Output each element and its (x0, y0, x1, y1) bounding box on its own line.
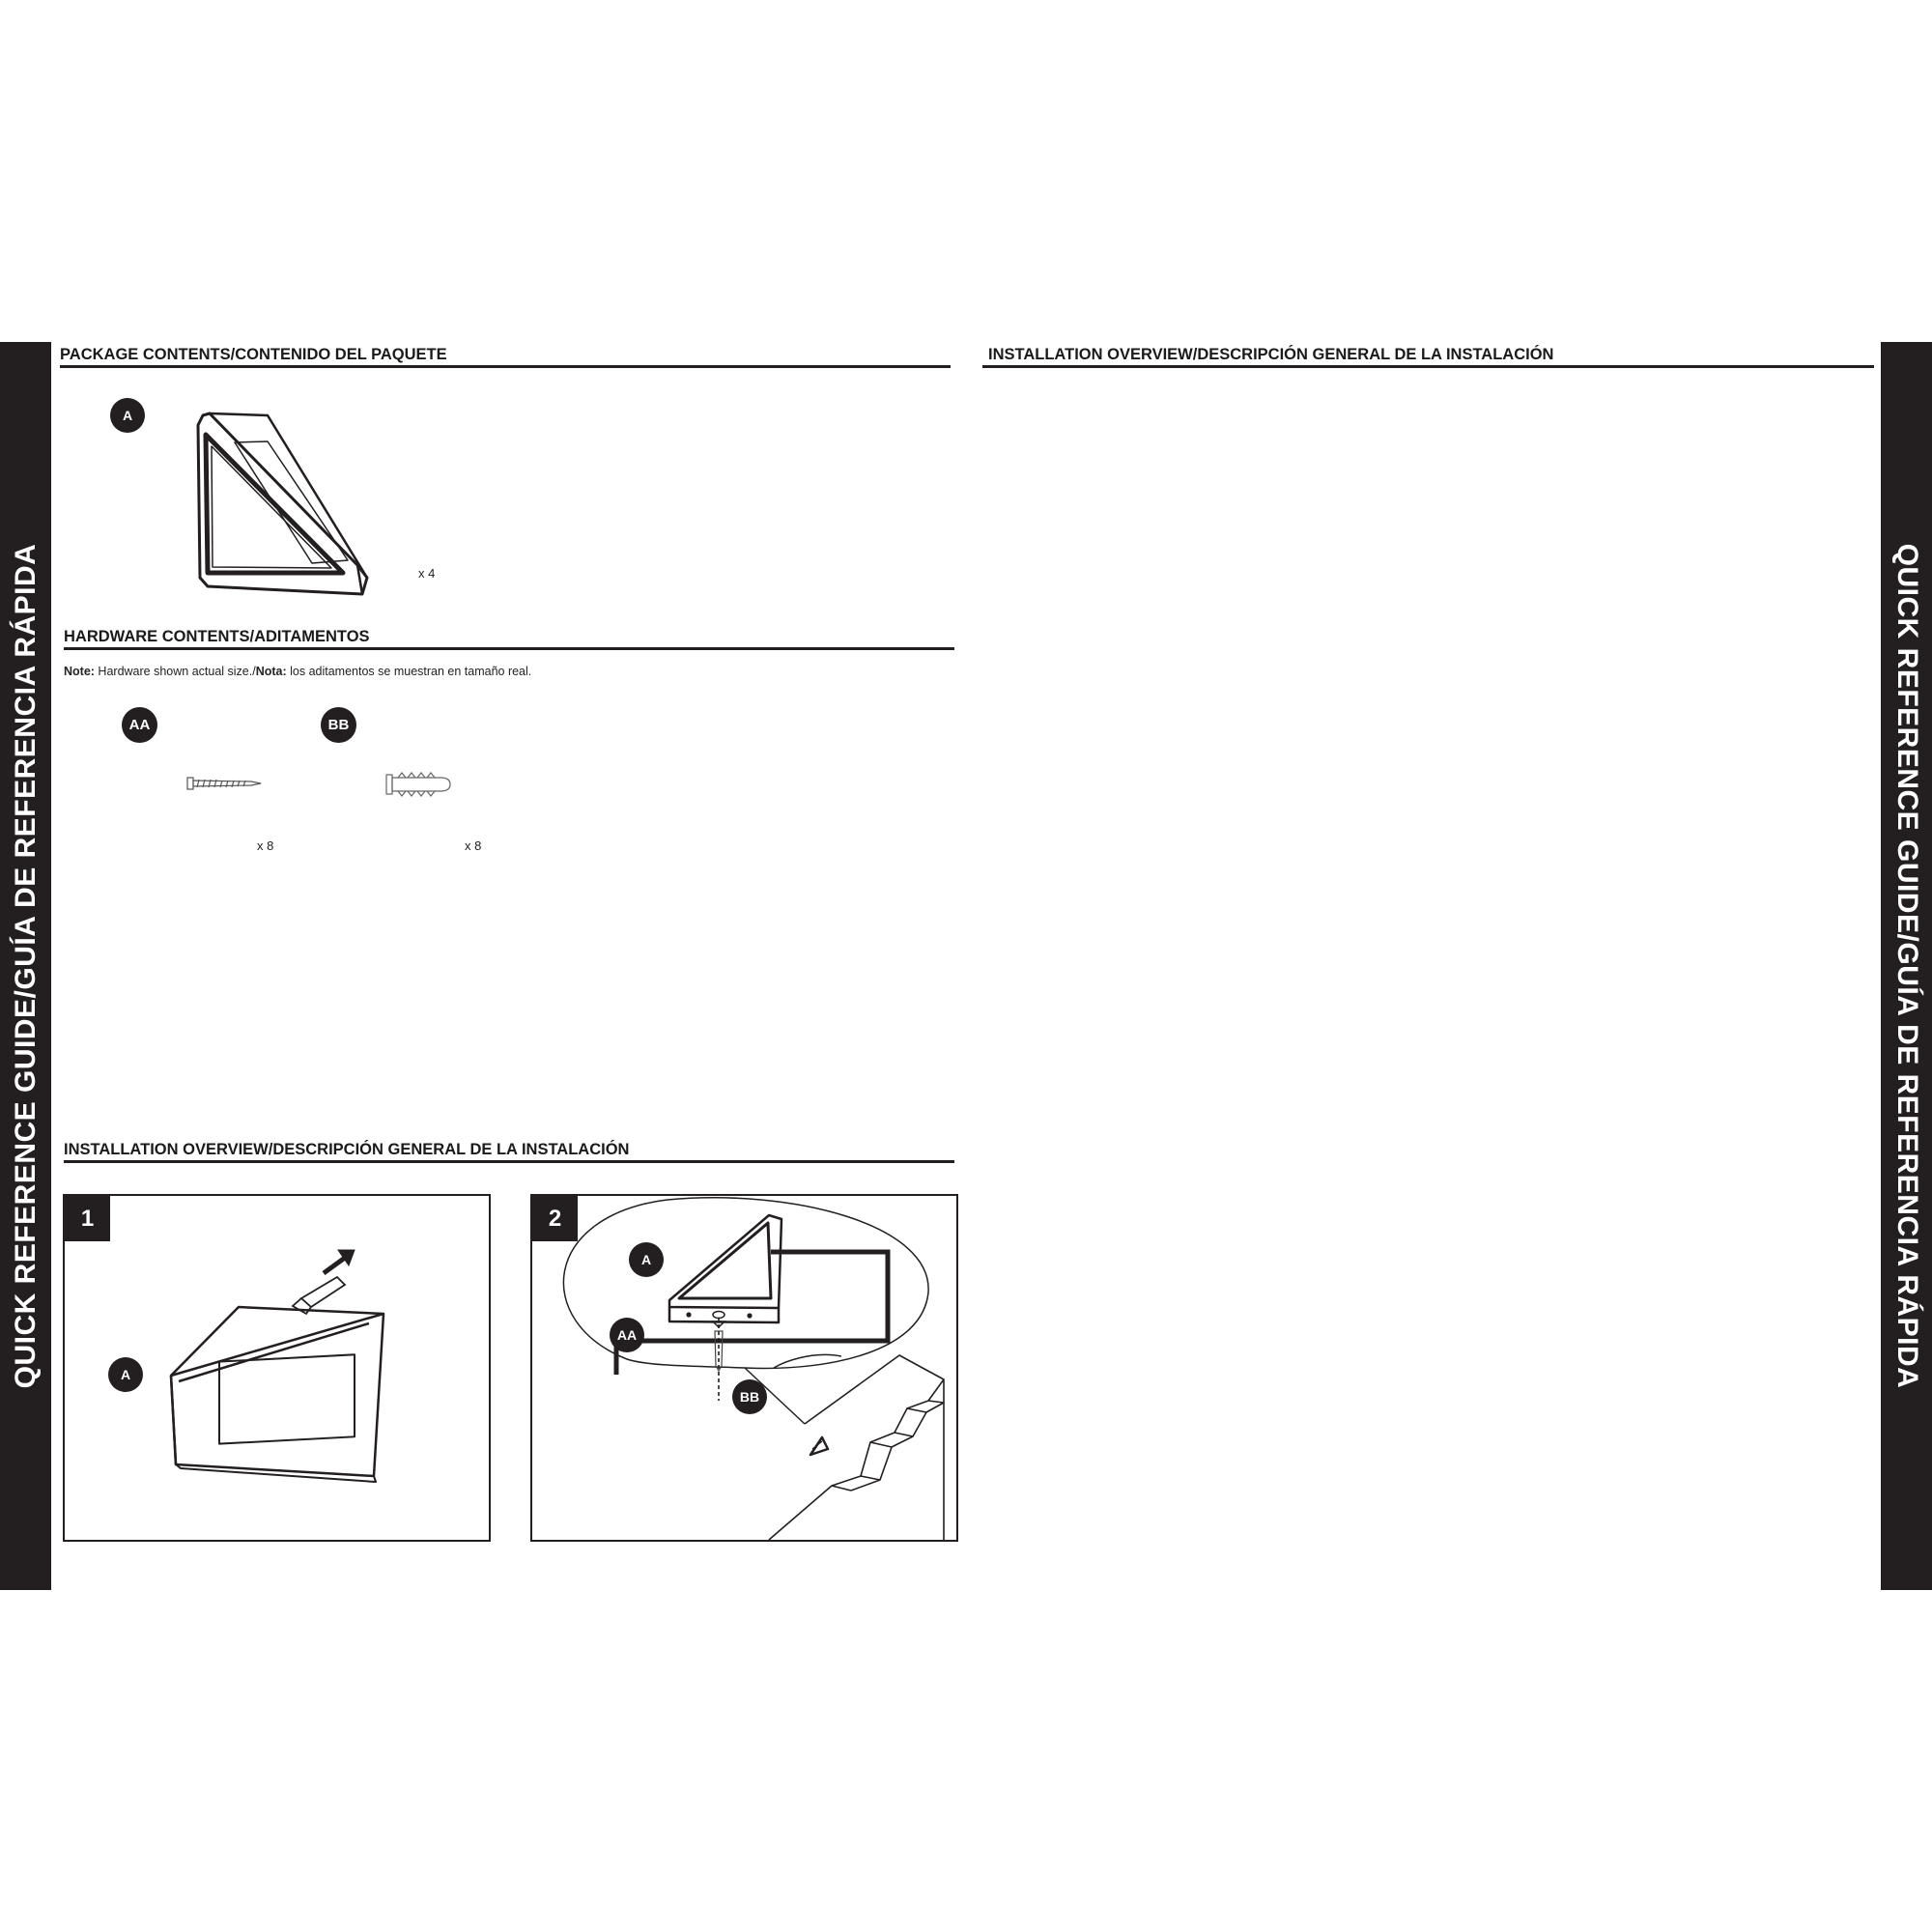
right-installation-overview-heading: INSTALLATION OVERVIEW/DESCRIPCIÓN GENERAL DE LA INSTALACIÓN (988, 346, 1554, 363)
step-2-part-a-badge: A (629, 1242, 664, 1277)
screw-icon (185, 773, 263, 796)
step-2-hardware-aa-badge: AA (610, 1318, 644, 1352)
hardware-aa-quantity: x 8 (257, 838, 274, 853)
right-installation-overview-rule (982, 365, 1874, 368)
step-2-panel (530, 1194, 958, 1542)
note-text: Hardware shown actual size./ (94, 665, 256, 678)
hardware-bb-badge: BB (321, 707, 356, 743)
hardware-contents-heading: HARDWARE CONTENTS/ADITAMENTOS (64, 628, 370, 645)
package-contents-rule (60, 365, 951, 368)
hardware-bb-quantity: x 8 (465, 838, 482, 853)
note-label: Note: (64, 665, 95, 678)
corner-shelf-illustration (188, 406, 382, 599)
sidebar-right-title: QUICK REFERENCE GUIDE/GUÍA DE REFERENCIA RÁPIDA (1890, 543, 1923, 1389)
nota-label: Nota: (255, 665, 287, 678)
package-contents-heading: PACKAGE CONTENTS/CONTENIDO DEL PAQUETE (60, 346, 447, 363)
hardware-aa-badge: AA (122, 707, 157, 743)
sidebar-left-title: QUICK REFERENCE GUIDE/GUÍA DE REFERENCIA RÁPIDA (9, 543, 42, 1389)
step-2-hardware-bb-badge: BB (732, 1379, 767, 1414)
wall-anchor-icon (384, 769, 454, 800)
step-1-part-a-badge: A (108, 1357, 143, 1392)
step-1-panel (63, 1194, 491, 1542)
sidebar-left (0, 342, 51, 1590)
hardware-note (64, 665, 531, 678)
step-1-number: 1 (65, 1196, 110, 1241)
hardware-contents-rule (64, 647, 954, 650)
installation-overview-rule (64, 1160, 954, 1163)
nota-text: los aditamentos se muestran en tamaño real. (286, 665, 532, 678)
step-2-number: 2 (532, 1196, 578, 1241)
sidebar-right (1881, 342, 1932, 1590)
step-2-illustration (532, 1196, 956, 1540)
part-a-badge: A (110, 398, 145, 433)
installation-overview-heading: INSTALLATION OVERVIEW/DESCRIPCIÓN GENERAL DE LA INSTALACIÓN (64, 1141, 630, 1158)
step-1-illustration (65, 1196, 489, 1540)
part-a-quantity: x 4 (418, 566, 436, 581)
